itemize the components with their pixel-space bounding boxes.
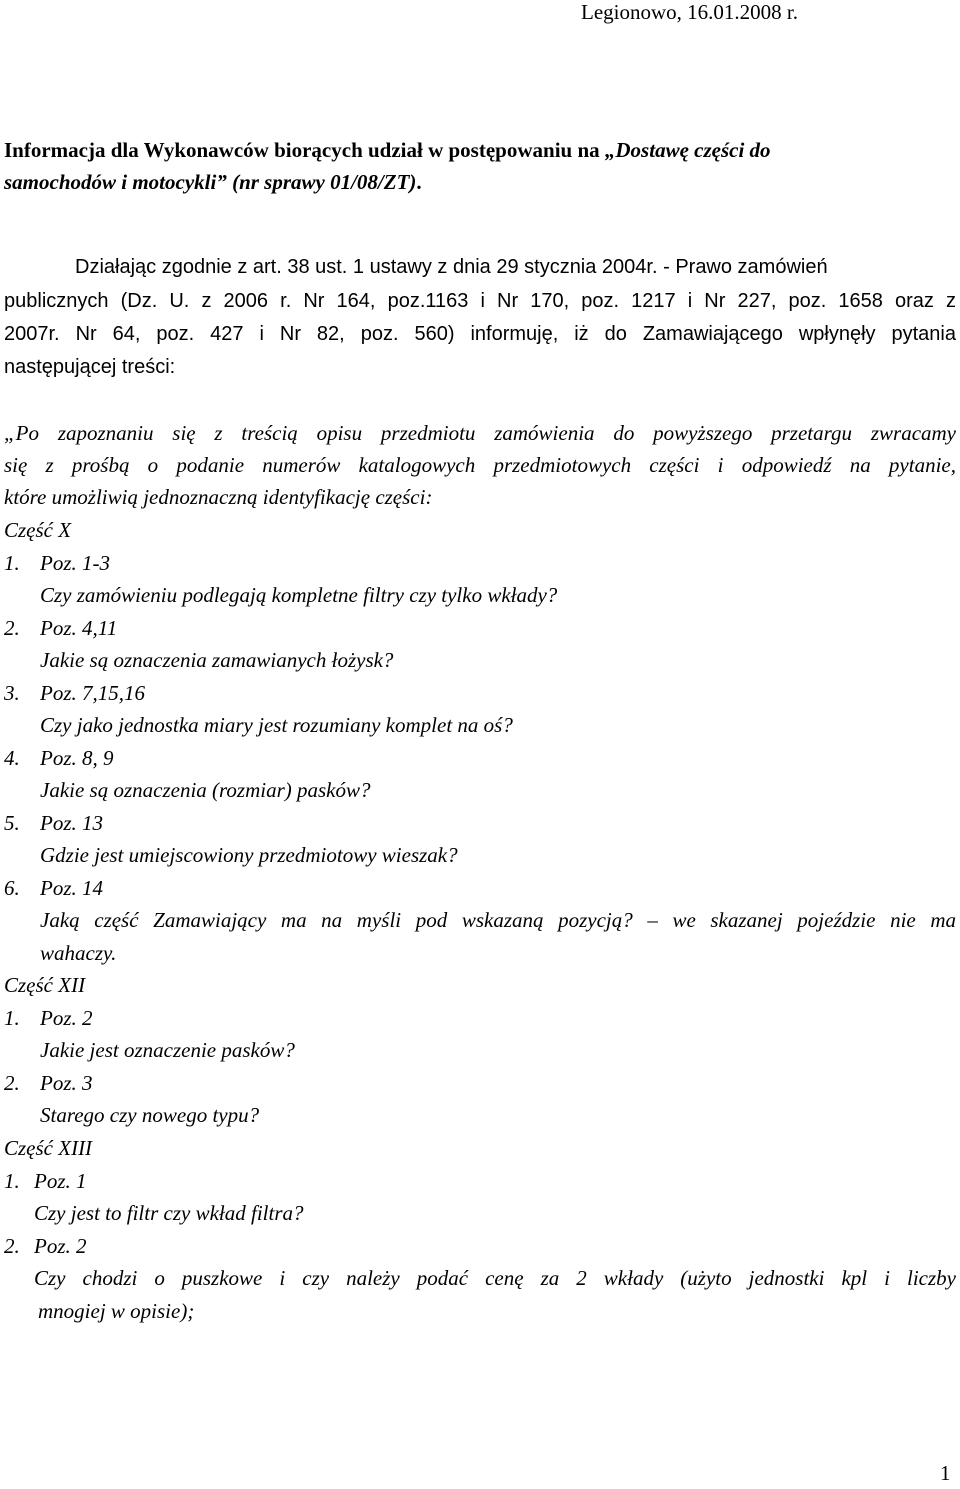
xiii-q2-question-line-1: Czy chodzi o puszkowe i czy należy podać cenę za 2 wkłady (użyto jednostki kpl i liczby (34, 1266, 956, 1290)
x-q1-position: Poz. 1-3 (40, 551, 110, 575)
document-title-line1 (4, 138, 771, 163)
document-title-line2 (4, 170, 422, 195)
x-q4-question: Jakie są oznaczenia (rozmiar) pasków? (40, 778, 371, 802)
x-q2-position: Poz. 4,11 (40, 616, 118, 640)
title-normal: Informacja dla Wykonawców biorących udział w postępowaniu na (4, 138, 605, 162)
x-q6-number: 6. (4, 876, 20, 900)
section-heading-xii: Część XII (4, 973, 86, 997)
x-q2-question: Jakie są oznaczenia zamawianych łożysk? (40, 648, 394, 672)
quote-line-1: „Po zapoznaniu się z treścią opisu przedmiotu zamówienia do powyższego przetargu zwracamy (4, 421, 956, 445)
x-q1-number: 1. (4, 551, 20, 575)
x-q1-question: Czy zamówieniu podlegają kompletne filtry czy tylko wkłady? (40, 583, 558, 607)
xiii-q2-question-line-2: mnogiej w opisie); (38, 1299, 195, 1323)
x-q3-number: 3. (4, 681, 20, 705)
page-number: 1 (940, 1461, 951, 1485)
intro-line-1: Działając zgodnie z art. 38 ust. 1 ustawy z dnia 29 stycznia 2004r. - Prawo zamówień (75, 256, 828, 278)
x-q3-position: Poz. 7,15,16 (40, 681, 145, 705)
xiii-q1-number: 1. (4, 1169, 20, 1193)
xiii-q1-position: Poz. 1 (34, 1169, 87, 1193)
quote-line-3: które umożliwią jednoznaczną identyfikację części: (4, 485, 433, 509)
document-date: Legionowo, 16.01.2008 r. (581, 0, 798, 24)
section-heading-xiii: Część XIII (4, 1136, 93, 1160)
x-q5-number: 5. (4, 811, 20, 835)
section-heading-x: Część X (4, 518, 72, 542)
x-q3-question: Czy jako jednostka miary jest rozumiany komplet na oś? (40, 713, 513, 737)
x-q2-number: 2. (4, 616, 20, 640)
xiii-q1-question: Czy jest to filtr czy wkład filtra? (34, 1201, 304, 1225)
x-q6-position: Poz. 14 (40, 876, 103, 900)
xiii-q2-position: Poz. 2 (34, 1234, 87, 1258)
title-italic-2: samochodów i motocykli” (nr sprawy 01/08/ZT) (4, 170, 417, 194)
title-italic: „Dostawę części do (604, 138, 771, 162)
intro-line-4: następującej treści: (4, 356, 176, 378)
x-q5-position: Poz. 13 (40, 811, 103, 835)
x-q5-question: Gdzie jest umiejscowiony przedmiotowy wieszak? (40, 843, 458, 867)
title-end: . (416, 170, 422, 194)
xii-q1-number: 1. (4, 1006, 20, 1030)
x-q6-question-line-1: Jaką część Zamawiający ma na myśli pod wskazaną pozycją? – we skazanej pojeździe nie ma (40, 908, 956, 932)
intro-line-2: publicznych (Dz. U. z 2006 r. Nr 164, poz.1163 i Nr 170, poz. 1217 i Nr 227, poz. 1658 oraz z (4, 290, 956, 312)
xii-q1-question: Jakie jest oznaczenie pasków? (40, 1038, 295, 1062)
xii-q2-question: Starego czy nowego typu? (40, 1103, 260, 1127)
xii-q1-position: Poz. 2 (40, 1006, 93, 1030)
xii-q2-number: 2. (4, 1071, 20, 1095)
x-q4-number: 4. (4, 746, 20, 770)
xiii-q2-number: 2. (4, 1234, 20, 1258)
x-q6-question-line-2: wahaczy. (40, 941, 117, 965)
xii-q2-position: Poz. 3 (40, 1071, 93, 1095)
x-q4-position: Poz. 8, 9 (40, 746, 114, 770)
quote-line-2: się z prośbą o podanie numerów katalogowych przedmiotowych części i odpowiedź na pytanie, (4, 453, 956, 477)
intro-line-3: 2007r. Nr 64, poz. 427 i Nr 82, poz. 560) informuję, iż do Zamawiającego wpłynęły pytania (4, 323, 956, 345)
